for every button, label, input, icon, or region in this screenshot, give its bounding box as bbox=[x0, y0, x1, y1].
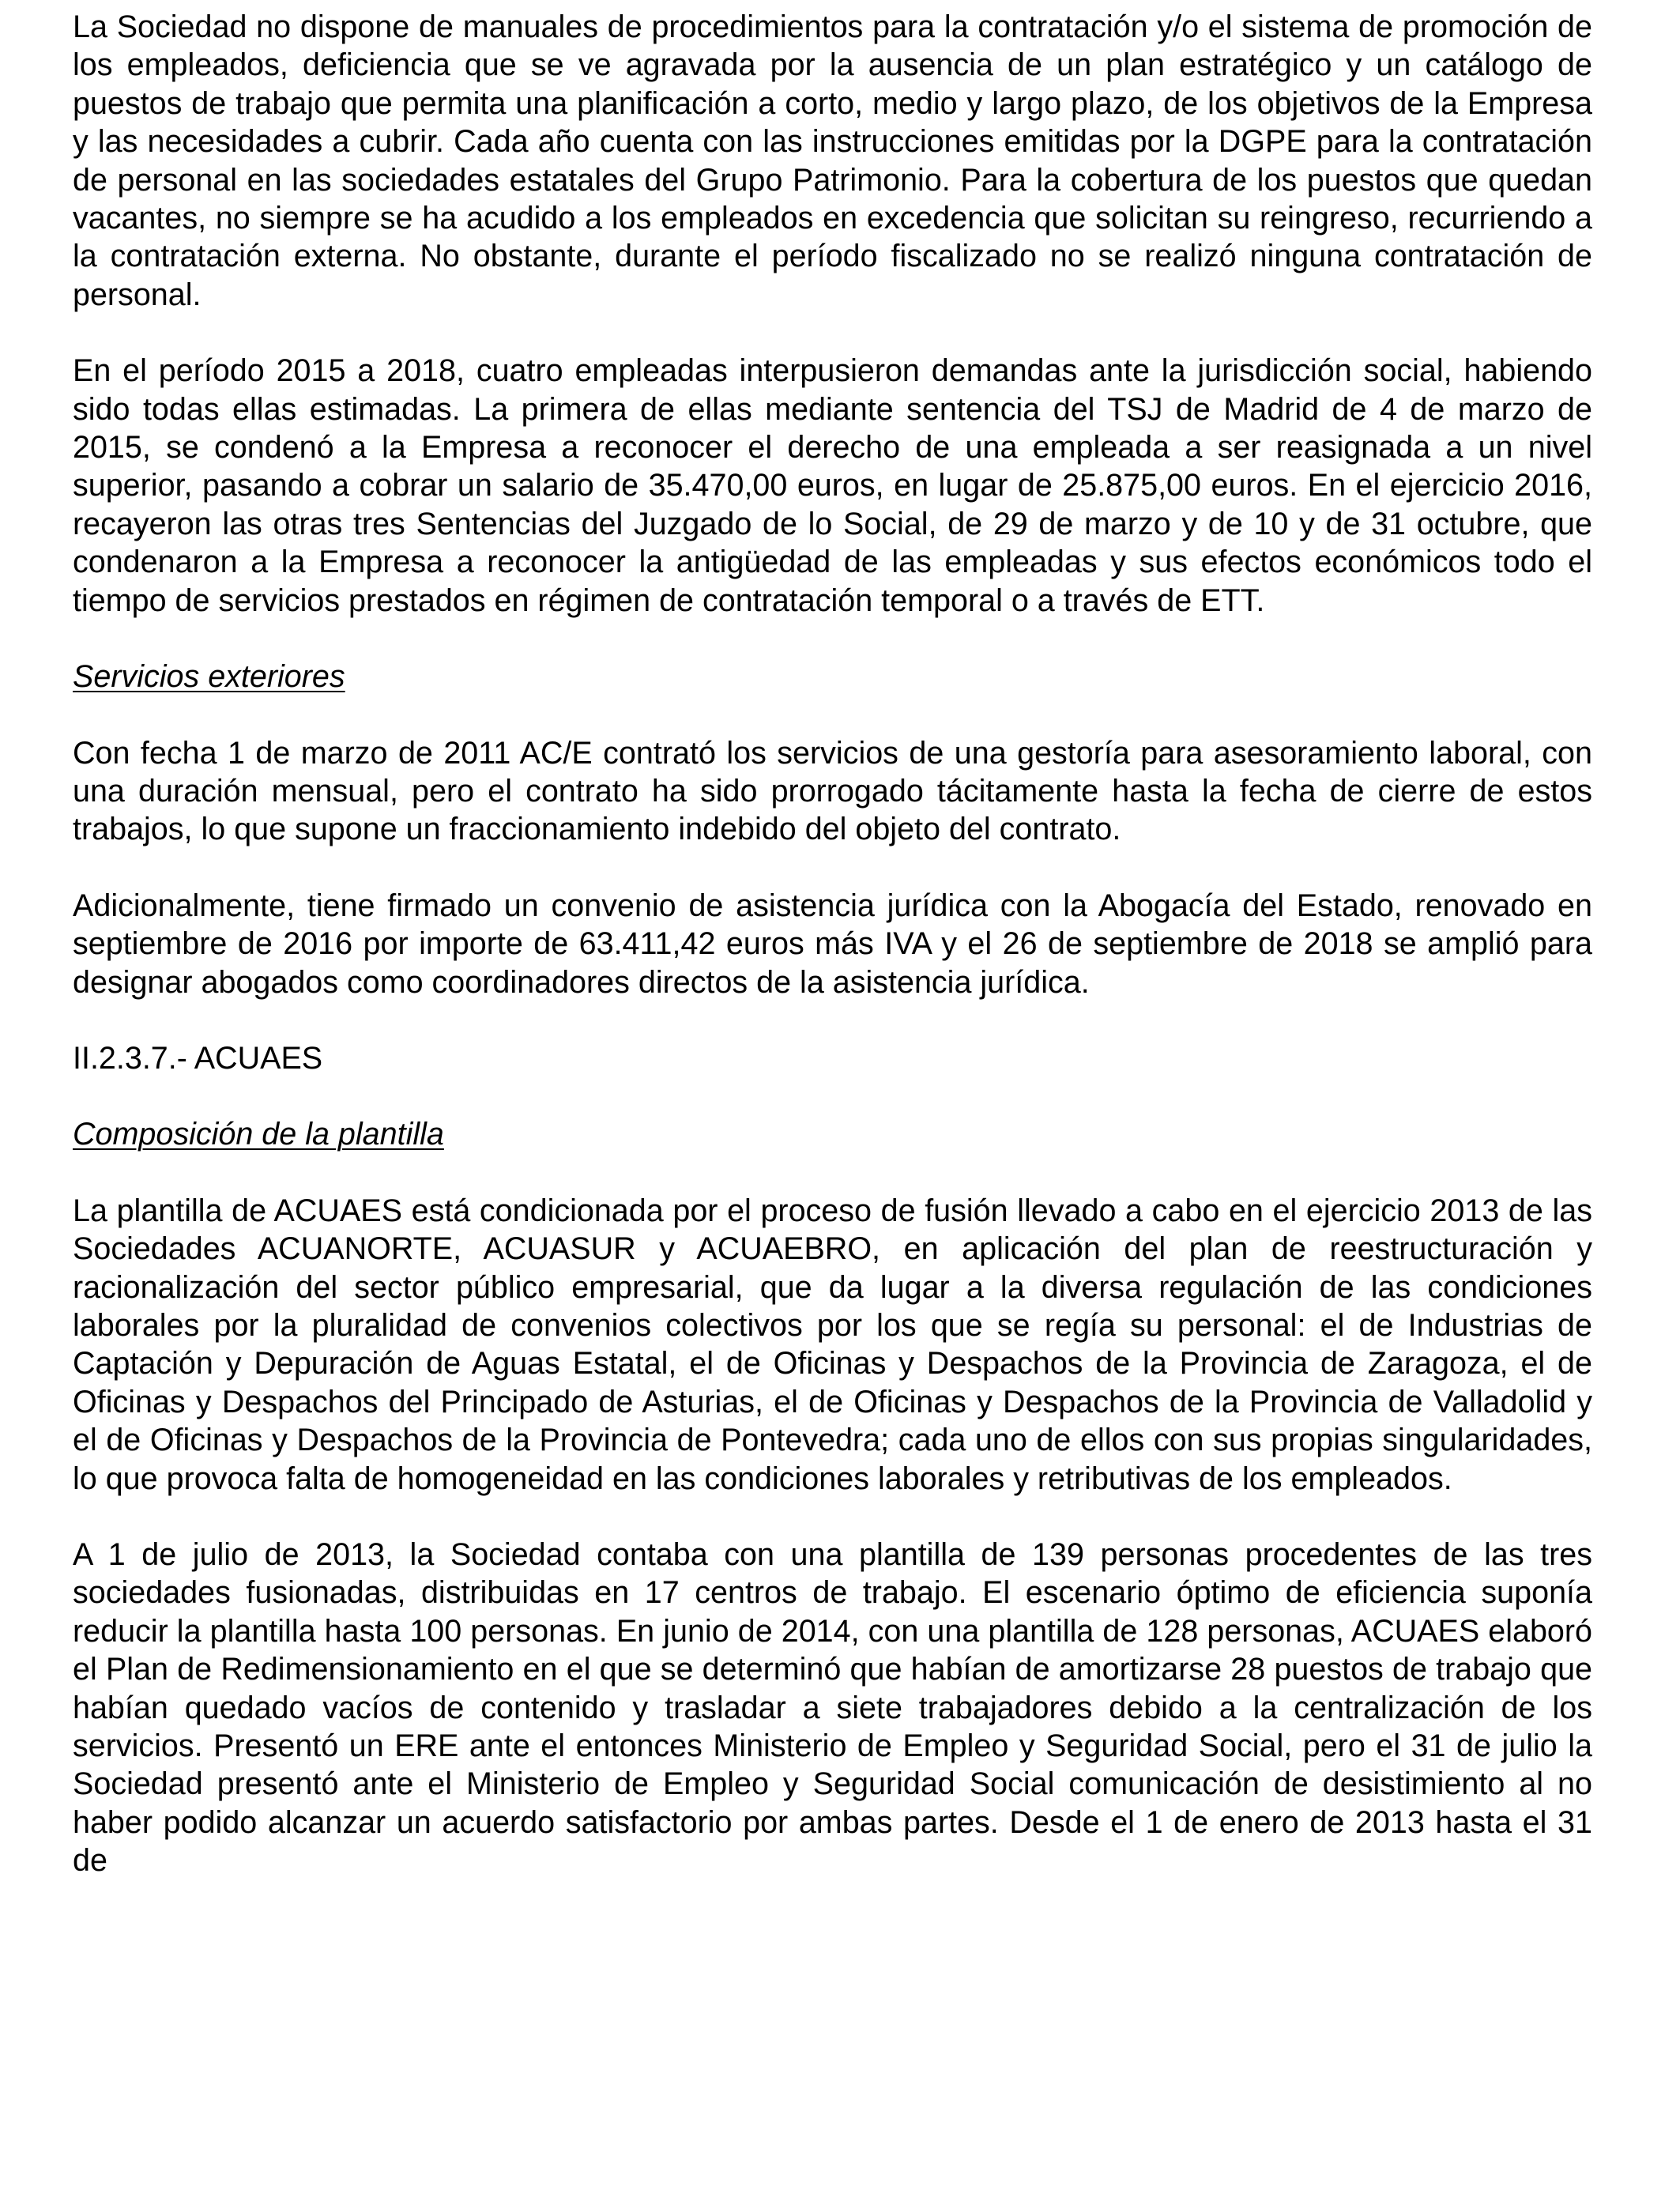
paragraph-gestoria: Con fecha 1 de marzo de 2011 AC/E contrató los servicios de una gestoría para asesoramiento laboral, con una duración mensual, pero el contrato ha sido prorrogado tácitamente hasta la fecha de cierre de estos trabajos, lo que supone un fraccionamiento indebido del objeto del contrato. bbox=[73, 735, 1592, 847]
section-heading-acuaes: II.2.3.7.- ACUAES bbox=[73, 1040, 323, 1076]
paragraph-manuales: La Sociedad no dispone de manuales de procedimientos para la contratación y/o el sistema de promoción de los empleados, deficiencia que se ve agravada por la ausencia de un plan estratégico y un catálogo de puestos de trabajo que permita una planificación a corto, medio y largo plazo, de los objetivos de la Empresa y las necesidades a cubrir. Cada año cuenta con las instrucciones emitidas por la DGPE para la contratación de personal en las sociedades estatales del Grupo Patrimonio. Para la cobertura de los puestos que quedan vacantes, no siempre se ha acudido a los empleados en excedencia que solicitan su reingreso, recurriendo a la contratación externa. No obstante, durante el período fiscalizado no se realizó ninguna contratación de personal. bbox=[73, 9, 1592, 312]
paragraph-demandas: En el período 2015 a 2018, cuatro empleadas interpusieron demandas ante la jurisdicción social, habiendo sido todas ellas estimadas. La primera de ellas mediante sentencia del TSJ de Madrid de 4 de marzo de 2015, se condenó a la Empresa a reconocer el derecho de una empleada a ser reasignada a un nivel superior, pasando a cobrar un salario de 35.470,00 euros, en lugar de 25.875,00 euros. En el ejercicio 2016, recayeron las otras tres Sentencias del Juzgado de lo Social, de 29 de marzo y de 10 y de 31 octubre, que condenaron a la Empresa a reconocer la antigüedad de las empleadas y sus efectos económicos todo el tiempo de servicios prestados en régimen de contratación temporal o a través de ETT. bbox=[73, 353, 1592, 618]
paragraph-abogacia: Adicionalmente, tiene firmado un convenio de asistencia jurídica con la Abogacía del Estado, renovado en septiembre de 2016 por importe de 63.411,42 euros más IVA y el 26 de septiembre de 2018 se amplió para designar abogados como coordinadores directos de la asistencia jurídica. bbox=[73, 888, 1592, 1000]
paragraph-redimensionamiento: A 1 de julio de 2013, la Sociedad contaba con una plantilla de 139 personas procedentes de las tres sociedades fusionadas, distribuidas en 17 centros de trabajo. El escenario óptimo de eficiencia suponía reducir la plantilla hasta 100 personas. En junio de 2014, con una plantilla de 128 personas, ACUAES elaboró el Plan de Redimensionamiento en el que se determinó que habían de amortizarse 28 puestos de trabajo que habían quedado vacíos de contenido y trasladar a siete trabajadores debido a la centralización de los servicios. Presentó un ERE ante el entonces Ministerio de Empleo y Seguridad Social, pero el 31 de julio la Sociedad presentó ante el Ministerio de Empleo y Seguridad Social comunicación de desistimiento al no haber podido alcanzar un acuerdo satisfactorio por ambas partes. Desde el 1 de enero de 2013 hasta el 31 de bbox=[73, 1537, 1592, 1879]
heading-servicios-exteriores-text: Servicios exteriores bbox=[73, 659, 345, 695]
heading-composicion-plantilla bbox=[73, 1115, 1592, 1153]
document-page bbox=[73, 8, 1592, 1880]
heading-composicion-plantilla-text: Composición de la plantilla bbox=[73, 1117, 444, 1152]
paragraph-plantilla-acuaes: La plantilla de ACUAES está condicionada por el proceso de fusión llevado a cabo en el ejercicio 2013 de las Sociedades ACUANORTE, ACUASUR y ACUAEBRO, en aplicación del plan de reestructuración y racionalización del sector público empresarial, que da lugar a la diversa regulación de las condiciones laborales por la pluralidad de convenios colectivos por los que se regía su personal: el de Industrias de Captación y Depuración de Aguas Estatal, el de Oficinas y Despachos de la Provincia de Zaragoza, el de Oficinas y Despachos del Principado de Asturias, el de Oficinas y Despachos de la Provincia de Valladolid y el de Oficinas y Despachos de la Provincia de Pontevedra; cada uno de ellos con sus propias singularidades, lo que provoca falta de homogeneidad en las condiciones laborales y retributivas de los empleados. bbox=[73, 1193, 1592, 1496]
heading-servicios-exteriores bbox=[73, 658, 1592, 696]
